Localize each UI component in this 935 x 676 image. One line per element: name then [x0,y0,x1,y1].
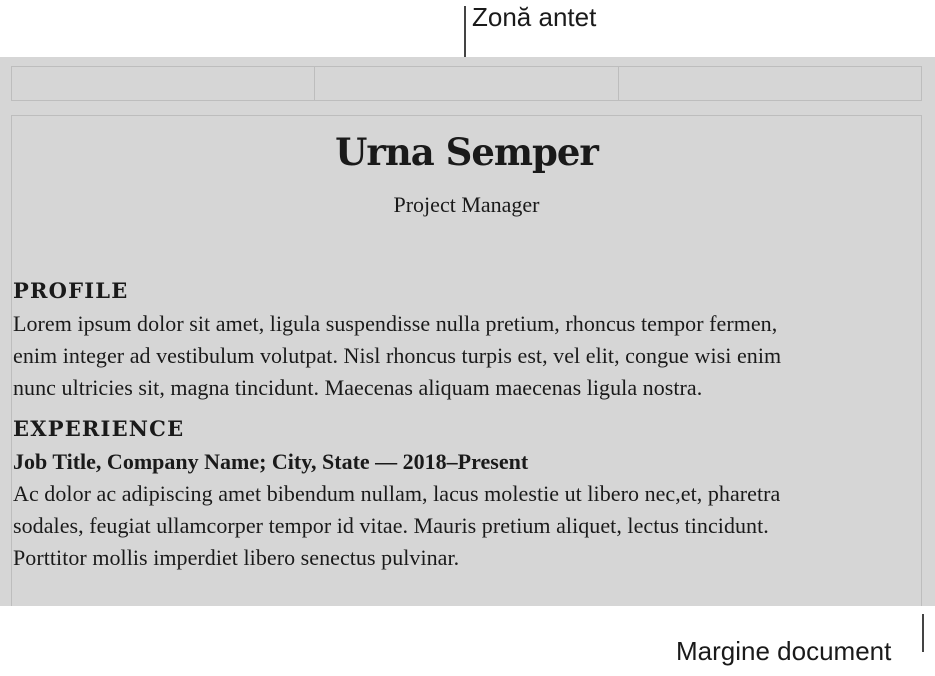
document-body[interactable] [11,115,922,606]
profile-line: nunc ultricies sit, magna tincidunt. Maecenas aliquam maecenas ligula nostra. [13,375,703,400]
header-cell-right[interactable] [619,67,921,100]
header-cell-center[interactable] [315,67,618,100]
resume-name: Urna Semper [335,130,598,174]
experience-line: Ac dolor ac adipiscing amet bibendum nullam, lacus molestie ut libero nec,et, pharetra [13,481,781,506]
resume-role: Project Manager [393,192,540,217]
experience-heading: EXPERIENCE [13,416,185,441]
header-zone-callout-label: Zonă antet [472,2,597,32]
profile-heading: PROFILE [13,278,129,303]
job-title-line: Job Title, Company Name; City, State — 2018–Present [13,449,529,474]
profile-line: Lorem ipsum dolor sit amet, ligula suspendisse nulla pretium, rhoncus tempor fermen, [13,311,778,336]
document-margin-callout-label: Margine document [676,636,892,666]
experience-line: sodales, feugiat ullamcorper tempor id vitae. Mauris pretium aliquet, lectus tincidunt. [13,513,769,538]
document-margin-callout-line [922,614,924,652]
header-zone[interactable] [11,66,922,101]
profile-line: enim integer ad vestibulum volutpat. Nisl rhoncus turpis est, vel elit, congue wisi enim [13,343,782,368]
resume-content [13,278,918,574]
header-cell-left[interactable] [12,67,315,100]
experience-line: Porttitor mollis imperdiet libero senectus pulvinar. [13,545,460,570]
document-page[interactable] [0,57,935,606]
